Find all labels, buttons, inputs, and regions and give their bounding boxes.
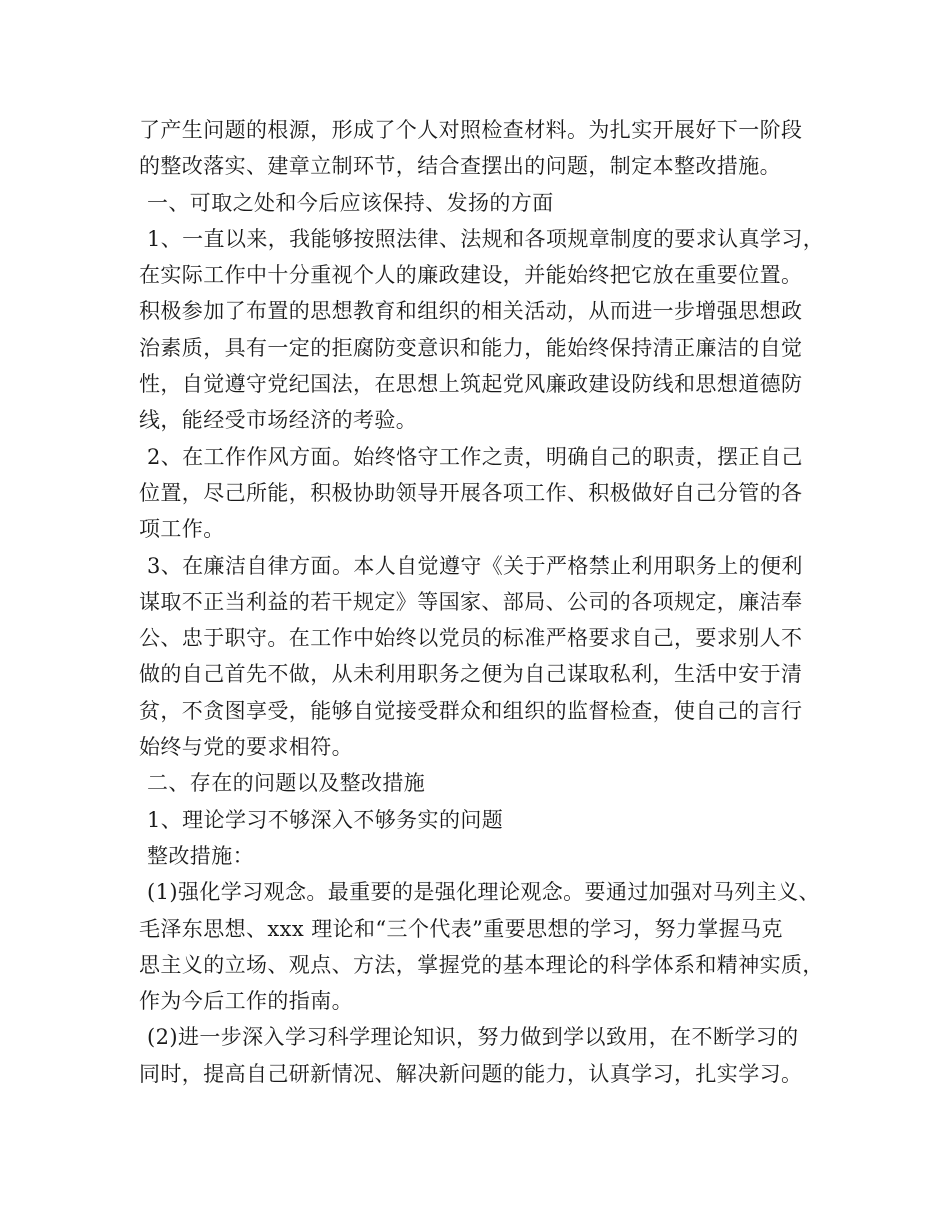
document-body [139,112,839,1092]
text-line: 在实际工作中十分重视个人的廉政建设，并能始终把它放在重要位置。 [139,263,803,288]
text-line: 作为今后工作的指南。 [139,989,353,1014]
section-heading: 二、存在的问题以及整改措施 [147,771,426,796]
paragraph-start: (1)强化学习观念。最重要的是强化理论观念。要通过加强对马列主义、 [147,880,820,905]
text-line: 项工作。 [139,517,225,542]
text-line: 同时，提高自己研新情况、解决新问题的能力，认真学习，扎实学习。 [139,1061,803,1086]
text-line: 公、忠于职守。在工作中始终以党员的标准严格要求自己，要求别人不 [139,626,803,651]
section-heading: 一、可取之处和今后应该保持、发扬的方面 [147,190,554,215]
text-line: 位置，尽己所能，积极协助领导开展各项工作、积极做好自己分管的各 [139,480,803,505]
text-line: 贫，不贪图享受，能够自觉接受群众和组织的监督检查，使自己的言行 [139,698,803,723]
paragraph-start: (2)进一步深入学习科学理论知识，努力做到学以致用，在不断学习的 [147,1025,799,1050]
text-line: 线，能经受市场经济的考验。 [139,408,418,433]
text-line: 始终与党的要求相符。 [139,735,353,760]
text-line: 谋取不正当利益的若干规定》等国家、部局、公司的各项规定，廉洁奉 [139,589,803,614]
text-line: 毛泽东思想、xxx 理论和“三个代表”重要思想的学习，努力掌握马克 [139,916,783,941]
subsection-heading: 1、理论学习不够深入不够务实的问题 [147,807,504,832]
text-line: 思主义的立场、观点、方法，掌握党的基本理论的科学体系和精神实质， [139,952,824,977]
text-line: 的整改落实、建章立制环节，结合查摆出的问题，制定本整改措施。 [139,154,781,179]
text-line: 性，自觉遵守党纪国法，在思想上筑起党风廉政建设防线和思想道德防 [139,372,803,397]
text-line: 做的自己首先不做，从未利用职务之便为自己谋取私利，生活中安于清 [139,662,803,687]
paragraph-start: 2、在工作作风方面。始终恪守工作之责，明确自己的职责，摆正自己 [147,444,803,469]
paragraph-start: 3、在廉洁自律方面。本人自觉遵守《关于严格禁止利用职务上的便利 [147,553,803,578]
measures-label: 整改措施： [147,843,254,868]
paragraph-start: 1、一直以来，我能够按照法律、法规和各项规章制度的要求认真学习， [147,226,825,251]
text-line: 治素质，具有一定的拒腐防变意识和能力，能始终保持清正廉洁的自觉 [139,335,803,360]
text-line: 了产生问题的根源，形成了个人对照检查材料。为扎实开展好下一阶段 [139,118,803,142]
text-line: 积极参加了布置的思想教育和组织的相关活动，从而进一步增强思想政 [139,299,803,324]
